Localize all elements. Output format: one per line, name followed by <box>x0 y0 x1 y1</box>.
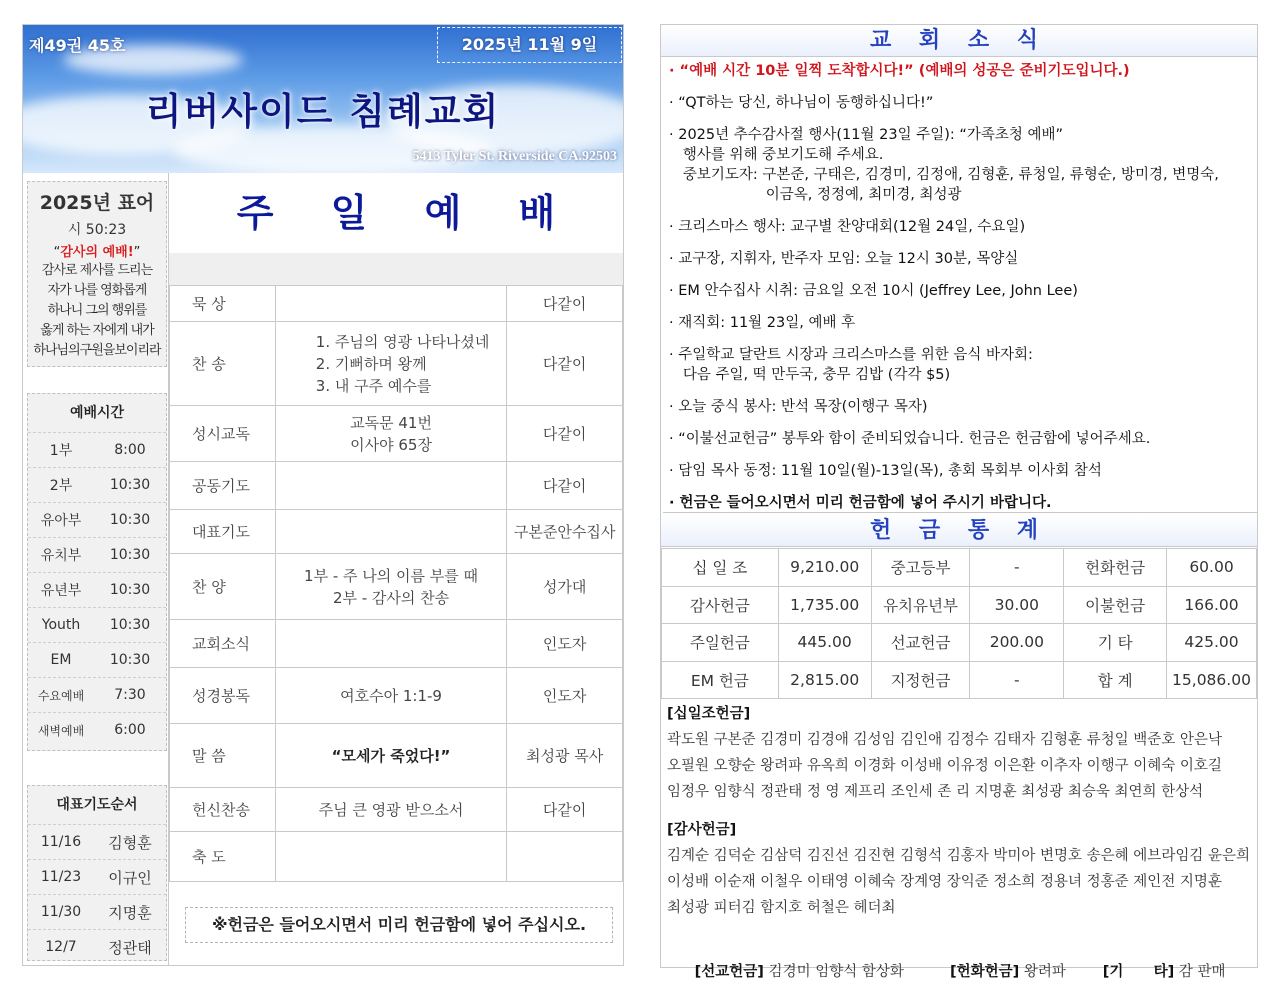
tithe-donors: [십일조헌금] 곽도원 구본준 김경미 김경애 김성임 김인애 김정수 김태자 김형훈 류청일 백준호 안은낙 오필원 오향순 왕려파 유옥희 이경화 이성배 이유정 이은환 이추자 이행구 이혜숙 이호길 임정우 임향식 정관태 정 영 제프리 조인세 존 리 지명훈 최성광 최승욱 최연희 한상석 <box>667 701 1255 805</box>
service-row: 말 씀 “모세가 죽었다!” 최성광 목사 <box>170 724 623 788</box>
news-item: · “QT하는 당신, 하나님이 동행하십니다!” <box>669 95 934 111</box>
prayer-order-row: 12/7 정관태 <box>28 929 166 964</box>
offering-stats-table <box>661 548 1257 699</box>
offering-row: EM 헌금 2,815.00 지정헌금 - 합 계 15,086.00 <box>662 661 1257 699</box>
church-news-list <box>663 59 1257 513</box>
service-title: 주 일 예 배 <box>236 191 578 235</box>
service-row: 대표기도 구본준안수집사 <box>170 510 623 554</box>
prayer-order-title: 대표기도순서 <box>56 797 138 813</box>
service-row: 성시교독 교독문 41번 이사야 65장 다같이 <box>170 406 623 462</box>
news-item: · 오늘 중식 봉사: 반석 목장(이행구 목자) <box>669 399 928 415</box>
order-of-service-table <box>169 285 623 882</box>
service-row: 성경봉독 여호수아 1:1-9 인도자 <box>170 668 623 724</box>
offering-stats-title: 헌 금 통 계 <box>661 515 1257 547</box>
news-item: · 담임 목사 동정: 11월 10일(월)-13일(목), 총회 목회부 이사회 참석 <box>669 463 1102 479</box>
motto-theme-text: 감사의 예배! <box>60 245 134 260</box>
service-row: 헌신찬송 주님 큰 영광 받으소서 다같이 <box>170 788 623 832</box>
volume-number: 제49권 45호 <box>29 36 126 55</box>
news-item: · 주일학교 달란트 시장과 크리스마스를 위한 음식 바자회: 다음 주일, 떡 만두국, 충무 김밥 (각각 $5) <box>669 347 1033 383</box>
thanks-heading: [감사헌금] <box>667 822 737 838</box>
offering-notice: ※헌금은 들어오시면서 미리 헌금함에 넣어 주십시오. <box>185 907 613 943</box>
news-item: · “이불선교헌금” 봉투와 함이 준비되었습니다. 헌금은 헌금함에 넣어주세요. <box>669 431 1151 447</box>
bulletin-date: 2025년 11월 9일 <box>437 27 622 63</box>
service-row: 찬 양 1부 - 주 나의 이름 부를 때 2부 - 감사의 찬송 성가대 <box>170 554 623 620</box>
service-title-band <box>169 253 623 285</box>
motto-reference: 시 50:23 <box>67 222 127 238</box>
church-news-title: 교 회 소 식 <box>661 25 1257 57</box>
service-times-title: 예배시간 <box>69 405 125 421</box>
service-time-row: 1부 8:00 <box>28 432 166 467</box>
other-donors: [선교헌금] 김경미 임향식 함상화 [헌화헌금] 왕려파 [기 타] 감 판매 <box>694 964 1226 980</box>
motto-title: 2025년 표어 <box>39 192 155 214</box>
thanks-donors: [감사헌금] 김계순 김덕순 김삼덕 김진선 김진현 김형석 김홍자 박미아 변명호 송은혜 에브라임김 윤은희 이성배 이순재 이철우 이태영 이혜숙 장계영 장익준 정소희 정용녀 정홍준 제인전 지명훈 최성광 피터김 함지호 허철은 헤더최 <box>667 817 1255 921</box>
service-row: 축 도 <box>170 832 623 882</box>
service-time-row: Youth 10:30 <box>28 607 166 642</box>
news-item: · “예배 시간 10분 일찍 도착합시다!” (예배의 성공은 준비기도입니다.) <box>669 63 1130 79</box>
service-row: 공동기도 다같이 <box>170 462 623 510</box>
motto-theme: “감사의 예배!” <box>53 245 141 260</box>
service-time-row: 수요예배 7:30 <box>28 677 166 712</box>
service-time-row: 유치부 10:30 <box>28 537 166 572</box>
church-name: 리버사이드 침례교회 <box>145 90 501 133</box>
service-time-row: EM 10:30 <box>28 642 166 677</box>
service-time-row: 2부 10:30 <box>28 467 166 502</box>
sidebar <box>23 173 169 965</box>
church-address: 5413 Tyler St. Riverside CA.92503 <box>412 149 617 164</box>
news-item: · 교구장, 지휘자, 반주자 모임: 오늘 12시 30분, 목양실 <box>669 251 1019 267</box>
news-item: · 재직회: 11월 23일, 예배 후 <box>669 315 856 331</box>
tithe-heading: [십일조헌금] <box>667 706 751 722</box>
service-row: 교회소식 인도자 <box>170 620 623 668</box>
service-time-row: 새벽예배 6:00 <box>28 712 166 747</box>
donor-lists <box>667 701 1255 989</box>
offering-row: 감사헌금 1,735.00 유치유년부 30.00 이불헌금 166.00 <box>662 586 1257 624</box>
prayer-order-row: 11/30 지명훈 <box>28 894 166 929</box>
sermon-title: “모세가 죽었다!” <box>275 724 506 788</box>
bulletin-back-page <box>660 24 1258 980</box>
offering-row: 십 일 조 9,210.00 중고등부 - 헌화헌금 60.00 <box>662 549 1257 587</box>
news-item: · EM 안수집사 시취: 금요일 오전 10시 (Jeffrey Lee, John Lee) <box>669 283 1078 299</box>
service-times-table <box>27 393 167 751</box>
prayer-order-row: 11/16 김형훈 <box>28 824 166 859</box>
service-time-row: 유아부 10:30 <box>28 502 166 537</box>
service-row: 찬 송 1. 주님의 영광 나타나셨네 2. 기뻐하며 왕께 3. 내 구주 예수를 다같이 <box>170 322 623 406</box>
bulletin-front-page <box>22 24 624 966</box>
prayer-order-row: 11/23 이규인 <box>28 859 166 894</box>
service-time-row: 유년부 10:30 <box>28 572 166 607</box>
news-item: · 헌금은 들어오시면서 미리 헌금함에 넣어 주시기 바랍니다. <box>669 495 1052 511</box>
news-item: · 2025년 추수감사절 행사(11월 23일 주일): “가족초청 예배” 행사를 위해 중보기도해 주세요. 중보기도자: 구본준, 구태은, 김경미, 김정애, 김형훈, 류청일, 류형순, 방미경, 변명숙, 이금옥, 정정예, 최미경, 최성광 <box>669 127 1219 203</box>
news-item: · 크리스마스 행사: 교구별 찬양대회(12월 24일, 수요일) <box>669 219 1026 235</box>
service-row: 묵 상 다같이 <box>170 286 623 322</box>
offering-row: 주일헌금 445.00 선교헌금 200.00 기 타 425.00 <box>662 624 1257 662</box>
header-banner <box>23 25 623 173</box>
prayer-order-table <box>27 785 167 961</box>
motto-verse-text: 감사로 제사를 드리는 자가 나를 영화롭게 하나니 그의 행위를 옳게 하는 자에게 내가 하나님의구원을보이리라 <box>33 263 161 358</box>
year-motto <box>27 181 167 367</box>
